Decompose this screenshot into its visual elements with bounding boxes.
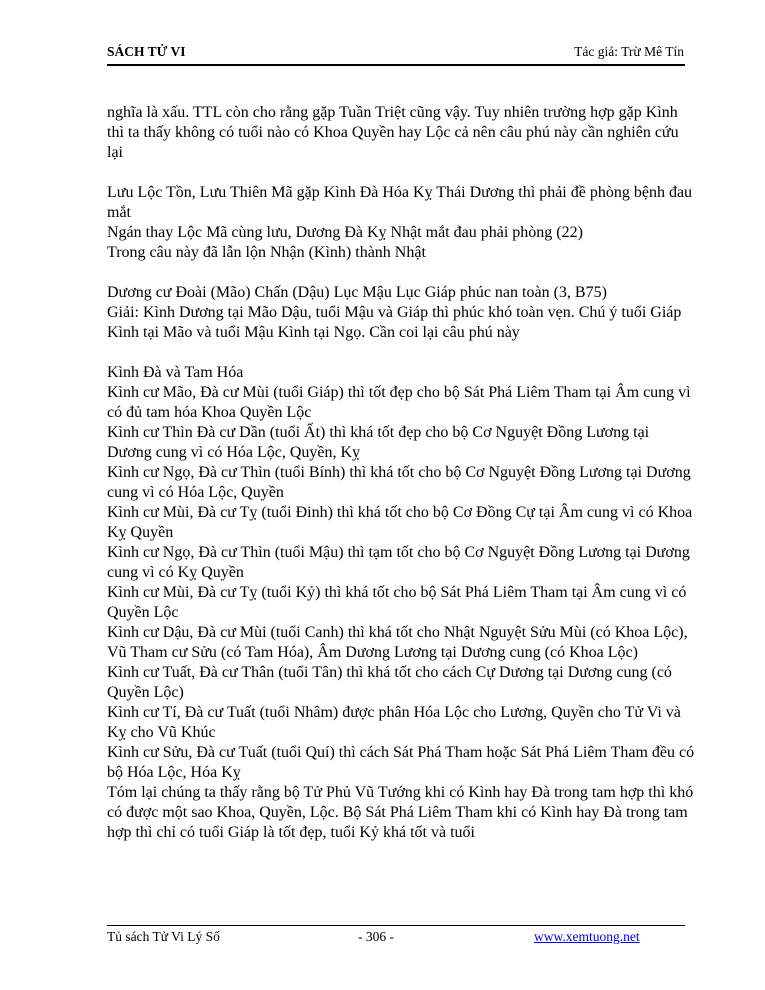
paragraph-gap — [107, 163, 697, 183]
book-title: SÁCH TỬ VI — [107, 44, 186, 59]
body-paragraph: Tóm lại chúng ta thấy rằng bộ Tử Phủ Vũ Tướng khi có Kình hay Đà trong tam hợp thì khó có được một sao Khoa, Quyền, Lộc. Bộ Sát Phá Liêm Tham khi có Kình hay Đà trong tam hợp thì chỉ có tuổi Giáp là tốt đẹp, tuổi Kỷ khá tốt và tuổi — [107, 784, 694, 841]
body-paragraph: nghĩa là xấu. TTL còn cho rằng gặp Tuần Triệt cũng vậy. Tuy nhiên trường hợp gặp Kình thì ta thấy không có tuổi nào có Khoa Quyền hay Lộc cả nên câu phú này cần nghiên cứu lại — [107, 104, 679, 161]
header-rule — [107, 64, 685, 66]
body-paragraph: Trong câu này đã lẫn lộn Nhận (Kình) thành Nhật — [107, 244, 426, 261]
body-paragraph: Dương cư Đoài (Mão) Chấn (Dậu) Lục Mậu Lục Giáp phúc nan toàn (3, B75) — [107, 284, 607, 301]
body-text — [107, 103, 697, 843]
body-paragraph: Giải: Kình Dương tại Mão Dậu, tuổi Mậu và Giáp thì phúc khó toàn vẹn. Chú ý tuổi Giáp Kình tại Mão và tuổi Mậu Kình tại Ngọ. Cần coi lại câu phú này — [107, 304, 682, 341]
paragraph-gap — [107, 263, 697, 283]
author-credit: Tác giả: Trừ Mê Tín — [574, 44, 684, 59]
footer-rule — [107, 925, 685, 926]
page-header — [107, 44, 684, 64]
paragraph-gap — [107, 343, 697, 363]
body-paragraph: Kình Đà và Tam Hóa — [107, 364, 244, 381]
body-paragraph: Kình cư Dậu, Đà cư Mùi (tuổi Canh) thì khá tốt cho Nhật Nguyệt Sửu Mùi (có Khoa Lộc), Vũ Tham cư Sửu (có Tam Hóa), Âm Dương Lương tại Dương cung (có Khoa Lộc) — [107, 624, 688, 661]
page-number: - 306 - — [358, 929, 394, 944]
body-paragraph: Kình cư Tuất, Đà cư Thân (tuổi Tân) thì khá tốt cho cách Cự Dương tại Dương cung (có Quyền Lộc) — [107, 664, 672, 701]
page-footer — [107, 929, 684, 947]
body-paragraph: Kình cư Mão, Đà cư Mùi (tuổi Giáp) thì tốt đẹp cho bộ Sát Phá Liêm Tham tại Âm cung vì có đủ tam hóa Khoa Quyền Lộc — [107, 384, 691, 421]
body-paragraph: Kình cư Thìn Đà cư Dần (tuổi Ất) thì khá tốt đẹp cho bộ Cơ Nguyệt Đồng Lương tại Dương cung vì có Hóa Lộc, Quyền, Kỵ — [107, 424, 650, 461]
website-link[interactable]: www.xemtuong.net — [534, 929, 640, 944]
body-paragraph: Kình cư Tí, Đà cư Tuất (tuổi Nhâm) được phân Hóa Lộc cho Lương, Quyền cho Tử Vi và Kỵ cho Vũ Khúc — [107, 704, 681, 741]
body-paragraph: Ngán thay Lộc Mã cùng lưu, Dương Đà Kỵ Nhật mắt đau phải phòng (22) — [107, 224, 583, 241]
body-paragraph: Kình cư Mùi, Đà cư Tỵ (tuổi Kỷ) thì khá tốt cho bộ Sát Phá Liêm Tham tại Âm cung vì có Quyền Lộc — [107, 584, 687, 621]
body-paragraph: Lưu Lộc Tồn, Lưu Thiên Mã gặp Kình Đà Hóa Kỵ Thái Dương thì phải đề phòng bệnh đau mắt — [107, 184, 693, 221]
body-paragraph: Kình cư Ngọ, Đà cư Thìn (tuổi Bính) thì khá tốt cho bộ Cơ Nguyệt Đồng Lương tại Dương cung vì có Hóa Lộc, Quyền — [107, 464, 691, 501]
footer-series: Tủ sách Tử Vi Lý Số — [107, 929, 220, 944]
body-paragraph: Kình cư Sửu, Đà cư Tuất (tuổi Quí) thì cách Sát Phá Tham hoặc Sát Phá Liêm Tham đều có bộ Hóa Lộc, Hóa Kỵ — [107, 744, 695, 781]
body-paragraph: Kình cư Mùi, Đà cư Tỵ (tuổi Đinh) thì khá tốt cho bộ Cơ Đồng Cự tại Âm cung vì có Khoa Kỵ Quyền — [107, 504, 693, 541]
body-paragraph: Kình cư Ngọ, Đà cư Thìn (tuổi Mậu) thì tạm tốt cho bộ Cơ Nguyệt Đồng Lương tại Dương cung vì có Kỵ Quyền — [107, 544, 690, 581]
